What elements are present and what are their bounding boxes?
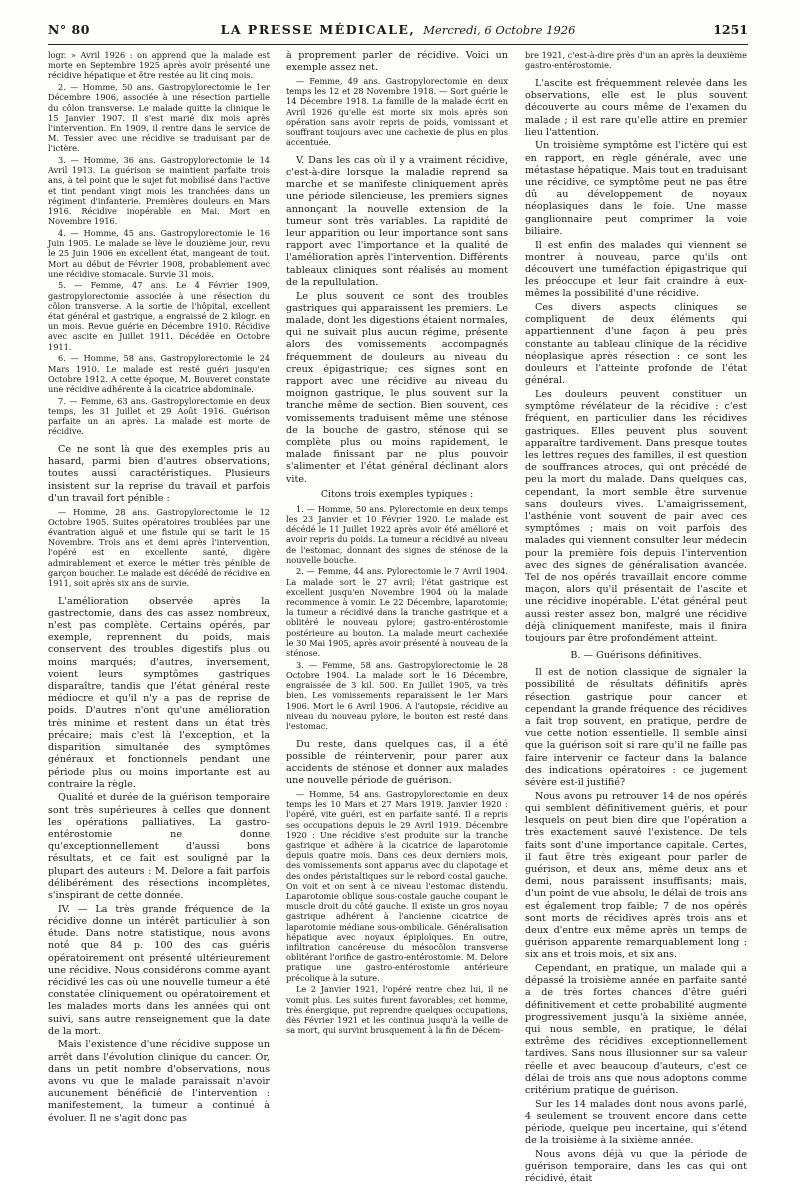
- section-paragraph: V. Dans les cas où il y a vraiment récidive, c'est-à-dire lorsque la maladie reprend sa marche et se manifeste cliniquement après une période silencieuse, les premiers signes annonçant la nouvelle extension de la tumeur sont très variables. La rapidité de leur apparition ou leur importance sont sans rapport avec l'importance et la qualité de l'amélioration après l'intervention. Différents tableaux cliniques sont réalisés au moment de la repullulation.: [286, 154, 508, 288]
- case-report: 4. — Homme, 45 ans. Gastropylorectomie le 16 Juin 1905. Le malade se lève le douzième jour, revu le 25 Juin 1906 en excellent état, mangeant de tout. Mort au début de Février 1908, probablement avec une récidive stomacale. Survie 31 mois.: [48, 227, 270, 279]
- issue-date: Mercredi, 6 Octobre 1926: [423, 23, 576, 37]
- case-report: — Femme, 49 ans. Gastropylorectomie en deux temps les 12 et 28 Novembre 1918. — Sort guérie le 14 Décembre 1918. La famille de la malade écrit en Avril 1926 qu'elle est morte six mois après son opération sans avoir repris de poids, vomissant et souffrant toujours avec une cachexie de plus en plus accentuée.: [286, 75, 508, 148]
- case-report: bre 1921, c'est-à-dire près d'un an après la deuxième gastro-entérostomie.: [525, 50, 747, 71]
- case-report: 3. — Homme, 36 ans. Gastropylorectomie le 14 Avril 1913. La guérison se maintient parfaite trois ans, à tel point que le sujet fut mobilisé dans l'active et tint pendant vingt mois les tranchées dans un régiment d'infanterie. Premières douleurs en Mars 1916. Récidive inopérable en Mai. Mort en Novembre 1916.: [48, 155, 270, 227]
- column-middle: [286, 50, 508, 1068]
- paragraph: Il est de notion classique de signaler la possibilité de résultats définitifs après résection gastrique pour cancer et cependant la grande fréquence des récidives a fait trop souvent, en pratique, perdre de vue cette notion essentielle. Il semble ainsi que la guérison soit si rare qu'il ne faille pas faire intervenir ce facteur dans la balance des indications opératoires : ce jugement sévère est-il justifié?: [525, 667, 747, 788]
- paragraph: Qualité et durée de la guérison temporaire sont très supérieures à celles que donnent les opérations palliatives. La gastro-entérostomie ne donne qu'exceptionnellement d'aussi bons résultats, et ce fait est souligné par la plupart des auteurs : M. Delore a fait parfois délibérément des résections incomplètes, s'inspirant de cette donnée.: [48, 792, 270, 902]
- examples-intro: Citons trois exemples typiques :: [320, 488, 474, 500]
- case-report: Le 2 Janvier 1921, l'opéré rentre chez lui, il ne vomit plus. Les suites furent favorables; cet homme, très énergique, put reprendre quelques occupations, dès Février 1921 et les continua jusqu'à la veille de sa mort, qui survint brusquement à la fin de Décem-: [286, 984, 508, 1036]
- case-report: 6. — Homme, 58 ans. Gastropylorectomie le 24 Mars 1910. Le malade est resté guéri jusqu'en Octobre 1912. A cette époque, M. Bouveret constate une récidive adhérente à la cicatrice abdominale.: [48, 353, 270, 394]
- paragraph: Du reste, dans quelques cas, il a été possible de réintervenir, pour parer aux accidents de sténose et donner aux malades une nouvelle période de guérison.: [286, 738, 508, 787]
- case-report: 3. — Femme, 58 ans. Gastropylorectomie le 28 Octobre 1904. La malade sort le 16 Décembre, engraissée de 3 kil. 500. En Juillet 1905, va très bien. Les vomissements reparaissent le 1er Mars 1906. Mort le 6 Avril 1906. A l'autopsie, récidive au niveau du nouveau pylore, le bouton est resté dans l'estomac.: [286, 659, 508, 731]
- paragraph: logr. » Avril 1926 : on apprend que la malade est morte en Septembre 1925 après avoir présenté une récidive hépatique et être restée au lit cinq mois.: [48, 50, 270, 81]
- case-report: 2. — Homme, 50 ans. Gastropylorectomie le 1er Décembre 1906, associée à une résection partielle du côlon transverse. Le malade quitte la clinique le 15 Janvier 1907. Il s'est marié dix mois après l'intervention. En 1909, il rentre dans le service de M. Tessier avec une récidive se traduisant par de l'ictère.: [48, 82, 270, 154]
- paragraph: L'amélioration observée après la gastrectomie, dans des cas assez nombreux, n'est pas complète. Certains opérés, par exemple, reprennent du poids, mais conservent des troubles digestifs plus ou moins marqués; d'autres, inversement, voient leurs symptômes gastriques disparaître, tandis que l'état général reste médiocre et qu'il n'y a pas de reprise de poids. D'autres n'ont qu'une amélioration très minime et restent dans un état très précaire; mais c'est là l'exception, et la disparition simultanée des symptômes généraux et fonctionnels pendant une période plus ou moins importante est au contraire la règle.: [48, 595, 270, 790]
- case-report: — Homme, 54 ans. Gastropylorectomie en deux temps les 10 Mars et 27 Mars 1919. Janvier 1920 : l'opéré, vite guéri, est en parfaite santé. Il a repris ses occupations depuis le 29 Avril 1919. Décembre 1920 : Une récidive s'est produite sur la tranche gastrique et adhère à la cicatrice de laparotomie depuis quatre mois. Dans ces deux derniers mois, des vomissements sont apparus avec du clapotage et des ondes péristaltiques sur le rebord costal gauche. On voit et on sent à ce niveau l'estomac distendu. Laparotomie oblique sous-costale gauche coupant le muscle droit du côté gauche. Il existe un gros noyau gastrique adhérent à l'ancienne cicatrice de laparotomie médiane sous-ombilicale. Généralisation hépatique avec noyaux épiploïques. En outre, infiltration cancéreuse du mésocôlon transverse oblitérant l'orifice de gastro-entérostomie. M. Delore pratique une gastro-entérostomie antérieure précolique à la suture.: [286, 789, 508, 983]
- page-number: 1251: [713, 22, 748, 37]
- paragraph: Un troisième symptôme est l'ictère qui est en rapport, en règle générale, avec une métastase hépatique. Mais tout en traduisant une récidive, ce symptôme peut ne pas être dû au développement de noyaux néoplasiques dans le foie. Une masse ganglionnaire peut comprimer la voie biliaire.: [525, 140, 747, 237]
- issue-number: N° 80: [48, 22, 90, 37]
- paragraph: L'ascite est fréquemment relevée dans les observations, elle est le plus souvent découverte au cours même de l'examen du malade ; il est rare qu'elle attire en premier lieu l'attention.: [525, 77, 747, 138]
- column-right: [525, 50, 747, 1185]
- paragraph: Nous avons déjà vu que la période de guérison temporaire, dans les cas qui ont récidivé, était: [525, 1149, 747, 1185]
- case-report: 5. — Femme, 47 ans. Le 4 Février 1909, gastropylorectomie associée à une résection du côlon transverse. A la sortie de l'hôpital, excellent état général et gastrique, a engraissé de 2 kilogr. en un mois. Revue guérie en Décembre 1910. Récidive avec ascite en Juillet 1911. Décédée en Octobre 1911.: [48, 280, 270, 352]
- case-report: 1. — Homme, 50 ans. Pylorectomie en deux temps les 23 Janvier et 10 Février 1920. Le malade est décédé le 11 Juillet 1922 après avoir été amélioré et avoir repris du poids. La tumeur a récidivé au niveau de l'estomac, donnant des signes de sténose de la nouvelle bouche.: [286, 503, 508, 565]
- page-header: [48, 20, 748, 45]
- paragraph: Mais l'existence d'une récidive suppose un arrêt dans l'évolution clinique du cancer. Or, dans un petit nombre d'observations, nous avons vu que le malade paraissait n'avoir aucunement bénéficié de l'intervention : manifestement, la tumeur a continué à évoluer. Il ne s'agit donc pas: [48, 1039, 270, 1124]
- paragraph: Cependant, en pratique, un malade qui a dépassé la troisième année en parfaite santé a de très fortes chances d'être guéri définitivement et cette probabilité augmente progressivement jusqu'à la sixième année, qui nous semble, en pratique, le délai extrême des récidives exceptionnellement tardives. Sans nous illusionner sur sa valeur réelle et avec beaucoup d'auteurs, c'est ce délai de trois ans que nous adoptons comme critérium pratique de guérison.: [525, 963, 747, 1097]
- paragraph: Le plus souvent ce sont des troubles gastriques qui apparaissent les premiers. Le malade, dont les digestions étaient normales, qui ne suivait plus aucun régime, présente alors des vomissements accompagnés fréquemment de douleurs au niveau du creux épigastrique; ces signes sont en rapport avec une récidive au niveau du moignon gastrique, le plus souvent sur la tranche même de section. Bien souvent, ces vomissements traduisent même une sténose de la bouche de gastro, sténose qui se complète plus ou moins rapidement, le malade finissant par ne plus pouvoir s'alimenter et l'état général déclinant alors vite.: [286, 290, 508, 485]
- section-heading: B. — Guérisons définitives.: [570, 650, 702, 662]
- paragraph: à proprement parler de récidive. Voici un exemple assez net.: [286, 50, 508, 74]
- paragraph: Il est enfin des malades qui viennent se montrer à nouveau, parce qu'ils ont découvert une tuméfaction épigastrique qui les préoccupe et leur fait craindre à eux-mêmes la possibilité d'une récidive.: [525, 239, 747, 300]
- paragraph: Sur les 14 malades dont nous avons parlé, 4 seulement se trouvent encore dans cette période, quelque peu incertaine, qui s'étend de la troisième à la sixième année.: [525, 1098, 747, 1147]
- case-report: 7. — Femme, 63 ans. Gastropylorectomie en deux temps, les 31 Juillet et 29 Août 1916. Guérison parfaite un an après. La malade est morte de récidive.: [48, 395, 270, 437]
- case-report: — Homme, 28 ans. Gastropylorectomie le 12 Octobre 1905. Suites opératoires troublées par une évantration aiguë et une fistule qui se tarit le 15 Novembre. Trois ans et demi après l'intervention, l'opéré est en excellente santé, digère admirablement et exerce le métier très pénible de garçon boucher. Le malade est décédé de récidive en 1911, soit après six ans de survie.: [48, 506, 270, 588]
- paragraph: Nous avons pu retrouver 14 de nos opérés qui semblent définitivement guéris, et pour lesquels on peut bien dire que l'opération a très exactement sauvé l'existence. De tels faits sont d'une importance capitale. Certes, il faut être très exigeant pour parler de guérison, et deux ans, même deux ans et demi, nous paraissent insuffisants; mais, d'un point de vue absolu, le délai de trois ans est également trop faible; 7 de nos opérés sont morts de récidives après trois ans et deux d'entre eux même après un temps de guérison apparente remarquablement long : six ans et trois mois, et six ans.: [525, 790, 747, 961]
- journal-masthead: [48, 22, 748, 37]
- journal-title: LA PRESSE MÉDICALE,: [220, 22, 416, 37]
- paragraph: Les douleurs peuvent constituer un symptôme révélateur de la récidive : c'est fréquent, en particulier dans les récidives gastriques. Elles peuvent plus souvent apparaître tardivement. Dans presque toutes les lettres reçues des familles, il est question de souffrances atroces, qui ont précédé de peu la mort du malade. Dans quelques cas, cependant, la mort semble être survenue sans douleurs vives. L'amaigrissement, l'asthénie vont souvent de pair avec ces symptômes ; mais on voit parfois des malades qui viennent consulter leur médecin pour la première fois depuis l'intervention avec des signes de généralisation avancée. Tel de nos opérés travaillait encore comme maçon, alors qu'il présentait de l'ascite et une récidive inopérable. L'état général peut aussi rester assez bon, malgré une récidive déjà cliniquement manifeste, mais il finira toujours par être profondément atteint.: [525, 388, 747, 645]
- case-report: 2. — Femme, 44 ans. Pylorectomie le 7 Avril 1904. La malade sort le 27 avril; l'état gastrique est excellent jusqu'en Novembre 1904 où la malade recommence à vomir. Le 22 Décembre, laparotomie; la tumeur a récidivé dans la tranche gastrique et a oblitéré le nouveau pylore; gastro-entérostomie postérieure au bouton. La malade meurt cachexiée le 30 Mai 1905, après avoir présenté à nouveau de la sténose.: [286, 566, 508, 659]
- section-paragraph: IV. — La très grande fréquence de la récidive donne un intérêt particulier à son étude. Dans notre statistique, nous avons noté que 84 p. 100 des cas guéris opératoirement ont présenté ultérieurement une récidive. Nous considérons comme ayant récidivé les cas où une nouvelle tumeur a été constatée cliniquement ou opératoirement et les malades morts dans les années qui ont suivi, sans autre renseignement que la date de la mort.: [48, 903, 270, 1037]
- paragraph: Ces divers aspects cliniques se compliquent de deux éléments qui appartiennent d'une façon à peu près constante au tableau clinique de la récidive néoplasique après résection : ce sont les douleurs et l'atteinte profonde de l'état général.: [525, 302, 747, 387]
- paragraph: Ce ne sont là que des exemples pris au hasard, parmi bien d'autres observations, toutes aussi caractéristiques. Plusieurs insistent sur la reprise du travail et parfois d'un travail fort pénible :: [48, 444, 270, 504]
- column-left: [48, 50, 270, 1124]
